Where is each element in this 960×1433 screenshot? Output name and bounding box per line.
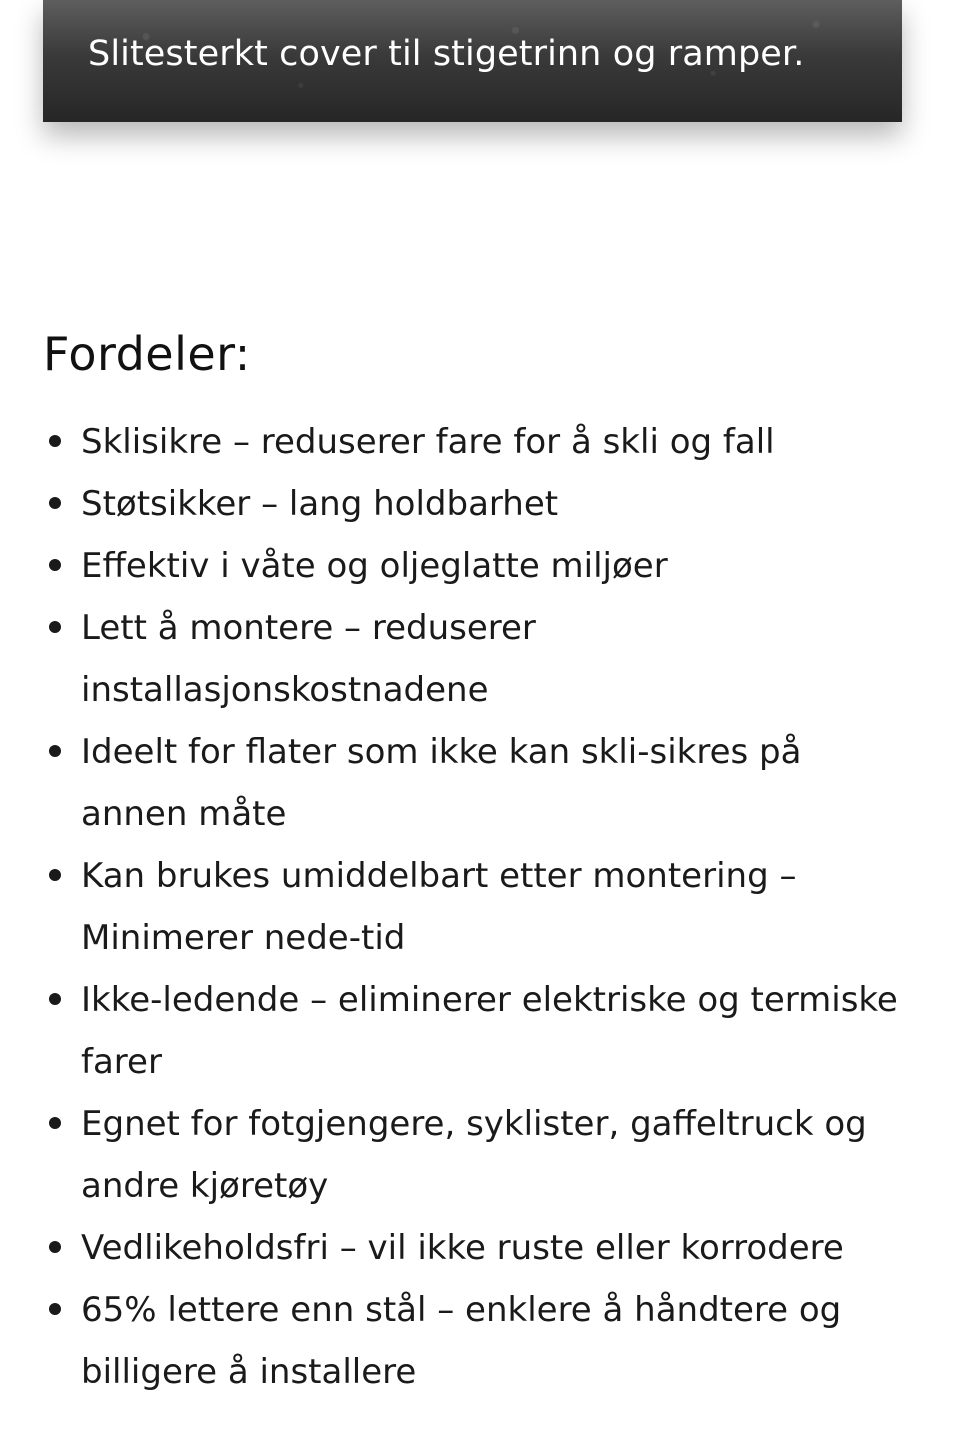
benefit-text: Ikke-ledende – eliminerer elektriske og termiske farer [81,980,898,1082]
bullet-icon [49,745,61,757]
benefit-text: Støtsikker – lang holdbarhet [81,484,559,524]
benefit-text: Egnet for fotgjengere, syklister, gaffeltruck og andre kjøretøy [81,1104,867,1206]
bullet-icon [49,1117,61,1129]
bullet-icon [49,1241,61,1253]
benefit-item [43,1217,913,1279]
bullet-icon [49,621,61,633]
benefits-list [43,411,913,1403]
benefit-text: Effektiv i våte og oljeglatte miljøer [81,546,668,586]
benefit-item [43,1093,913,1217]
benefit-item [43,1279,913,1403]
benefit-text: Lett å montere – reduserer installasjonskostnadene [81,608,536,710]
benefit-text: Ideelt for flater som ikke kan skli-sikres på annen måte [81,732,802,834]
benefit-text: Sklisikre – reduserer fare for å skli og fall [81,422,775,462]
benefit-text: Kan brukes umiddelbart etter montering – Minimerer nede-tid [81,856,797,958]
benefit-item [43,969,913,1093]
benefit-item [43,845,913,969]
bullet-icon [49,869,61,881]
benefit-item [43,535,913,597]
bullet-icon [49,497,61,509]
benefit-item [43,597,913,721]
hero-banner-image [43,0,902,122]
bullet-icon [49,435,61,447]
bullet-icon [49,559,61,571]
hero-caption: Slitesterkt cover til stigetrinn og ramper. [88,34,805,74]
bullet-icon [49,993,61,1005]
benefit-item [43,411,913,473]
benefit-text: 65% lettere enn stål – enklere å håndtere og billigere å installere [81,1290,842,1392]
benefit-item [43,721,913,845]
benefit-item [43,473,913,535]
benefit-text: Vedlikeholdsfri – vil ikke ruste eller korrodere [81,1228,844,1268]
bullet-icon [49,1303,61,1315]
benefits-heading: Fordeler: [43,327,251,381]
